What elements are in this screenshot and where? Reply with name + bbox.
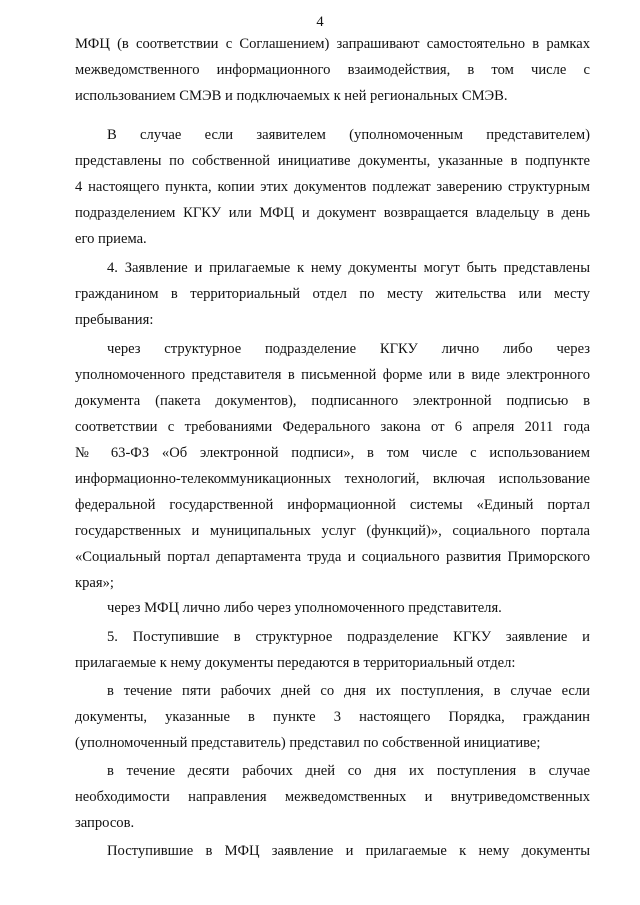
text-line: необходимости направления межведомственных и внутриведомственных bbox=[75, 789, 590, 805]
text-line: использованием СМЭВ и подключаемых к ней региональных СМЭВ. bbox=[75, 88, 508, 104]
text-line: (уполномоченный представитель) представил по собственной инициативе; bbox=[75, 735, 541, 751]
text-line: через структурное подразделение КГКУ лично либо через bbox=[107, 341, 590, 357]
text-line: 4. Заявление и прилагаемые к нему документы могут быть представлены bbox=[107, 260, 590, 276]
text-line: № 63-ФЗ «Об электронной подписи», в том числе с использованием bbox=[75, 445, 590, 461]
text-line: 5. Поступившие в структурное подразделение КГКУ заявление и bbox=[107, 629, 590, 645]
text-line: в течение десяти рабочих дней со дня их поступления в случае bbox=[107, 763, 590, 779]
text-line: Поступившие в МФЦ заявление и прилагаемые к нему документы bbox=[107, 843, 590, 859]
text-line: пребывания: bbox=[75, 312, 154, 328]
text-line: через МФЦ лично либо через уполномоченного представителя. bbox=[107, 600, 502, 616]
text-line: в течение пяти рабочих дней со дня их поступления, в случае если bbox=[107, 683, 590, 699]
text-line: документы, указанные в пункте 3 настоящего Порядка, гражданин bbox=[75, 709, 590, 725]
text-line: подразделением КГКУ или МФЦ и документ возвращается владельцу в день bbox=[75, 205, 590, 221]
text-line: «Социальный портал департамента труда и социального развития Приморского bbox=[75, 549, 590, 565]
page-number: 4 bbox=[316, 14, 324, 30]
text-line: края»; bbox=[75, 575, 114, 591]
text-line: государственных и муниципальных услуг (функций)», социального портала bbox=[75, 523, 590, 539]
text-line: прилагаемые к нему документы передаются в территориальный отдел: bbox=[75, 655, 516, 671]
text-line: информационно-телекоммуникационных технологий, включая использование bbox=[75, 471, 590, 487]
text-line: представлены по собственной инициативе документы, указанные в подпункте bbox=[75, 153, 590, 169]
text-line: уполномоченного представителя в письменной форме или в виде электронного bbox=[75, 367, 590, 383]
text-line: В случае если заявителем (уполномоченным представителем) bbox=[107, 127, 590, 143]
text-line: его приема. bbox=[75, 231, 147, 247]
text-line: 4 настоящего пункта, копии этих документов подлежат заверению структурным bbox=[75, 179, 590, 195]
text-line: соответствии с требованиями Федерального закона от 6 апреля 2011 года bbox=[75, 419, 590, 435]
text-line: документа (пакета документов), подписанного электронной подписью в bbox=[75, 393, 590, 409]
text-line: гражданином в территориальный отдел по месту жительства или месту bbox=[75, 286, 590, 302]
text-line: федеральной государственной информационной системы «Единый портал bbox=[75, 497, 590, 513]
text-line: запросов. bbox=[75, 815, 135, 831]
text-line: МФЦ (в соответствии с Соглашением) запрашивают самостоятельно в рамках bbox=[75, 36, 590, 52]
text-line: межведомственного информационного взаимодействия, в том числе с bbox=[75, 62, 590, 78]
